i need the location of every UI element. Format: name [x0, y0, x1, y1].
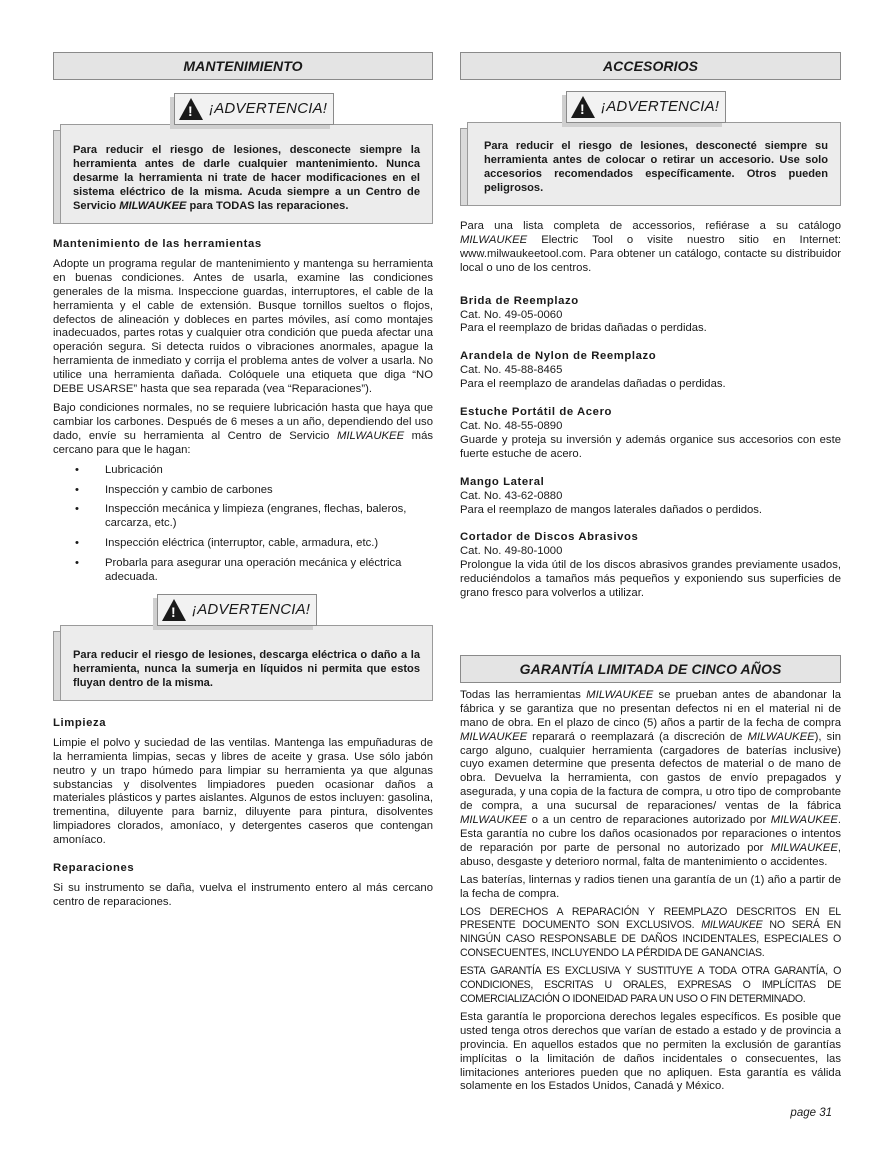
lubrication-paragraph: Bajo condiciones normales, no se requiere lubricación hasta que haya que cambiar los carbones. Después de 6 meses a un año, dependiendo del uso dado, envíe su herramienta al Centro de Servicio MILWAUKEE más cercano para que le hagan:	[53, 401, 433, 456]
list-item	[460, 531, 841, 601]
accessory-desc: Guarde y proteja su inversión y además organice sus accesorios con este fuerte estuche de acero.	[460, 433, 841, 460]
warranty-title: GARANTÍA LIMITADA DE CINCO AÑOS	[460, 655, 841, 683]
accessory-name: Cortador de Discos Abrasivos	[460, 531, 639, 544]
accessory-desc: Para el reemplazo de arandelas dañadas o perdidas.	[460, 378, 726, 391]
accessory-desc: Prolongue la vida útil de los discos abrasivos grandes previamente usados, reduciéndolos a tamaños más pequeños y exponiendo sus superficies de grano fresco para volverlos a utilizar.	[460, 559, 841, 600]
list-item	[460, 295, 841, 337]
maintenance-column	[53, 52, 433, 910]
accessory-cat: Cat. No. 43-62-0880	[460, 489, 563, 502]
warning-text: Para reducir el riesgo de lesiones, descarga eléctrica o daño a la herramienta, nunca la sumerja en líquidos ni permita que estos fluyan dentro de la misma.	[73, 648, 420, 689]
warranty-paragraph: Todas las herramientas MILWAUKEE se prueban antes de abandonar la fábrica y se garantiza que no presentan defectos ni en el material ni de mano de obra. En el plazo de cinco (5) años a partir de la fecha de compra MILWAUKEE reparará o reemplazará (a discreción de MILWAUKEE), sin cargo alguno, cualquier herramienta (cargadores de baterías inclusive) cuyo examen determine que presenta defectos de material o de mano de obra. Devuelva la herramienta, con gastos de envío prepagados y asegurada, y una copia de la factura de compra, u otro tipo de comprobante de compra, a una sucursal de reparaciones/ ventas de la fábrica MILWAUKEE o a un centro de reparaciones autorizado por MILWAUKEE. Esta garantía no cubre los daños ocasionados por reparaciones o intentos de reparación por parte de personal no autorizado por MILWAUKEE, abuso, desgaste y deterioro normal, falta de mantenimiento o accidentes.	[460, 688, 841, 868]
warning-label: ¡ADVERTENCIA!	[601, 98, 720, 115]
list-item	[460, 476, 841, 518]
warning-tag	[566, 91, 726, 123]
page-number: page 31	[790, 1107, 832, 1119]
accessory-cat: Cat. No. 48-55-0890	[460, 419, 563, 432]
accessory-name: Brida de Reemplazo	[460, 294, 579, 307]
list-item: • Inspección eléctrica (interruptor, cable, armadura, etc.)	[53, 537, 433, 551]
warning-text: Para reducir el riesgo de lesiones, desconecté siempre su herramienta antes de colocar o retirar un accesorio. Use solo accesorios recomendados específicamente. Otros pueden peligrosos.	[484, 140, 828, 194]
list-item	[460, 406, 841, 462]
accessory-cat: Cat. No. 49-05-0060	[460, 308, 563, 321]
accessory-name: Estuche Portátil de Acero	[460, 406, 613, 419]
list-item	[460, 350, 841, 392]
warning-tag	[174, 93, 334, 125]
accessory-list	[460, 295, 841, 601]
accessories-intro: Para una lista completa de accessorios, refiérase a su catálogo MILWAUKEE Electric Tool o visite nuestro sitio en Internet: www.milwaukeetool.com. Para obtener un catálogo, contacte su distribuidor local o uno de los centros.	[460, 220, 841, 274]
accessory-desc: Para el reemplazo de mangos laterales dañados o perdidos.	[460, 503, 763, 516]
accessories-warning	[460, 98, 841, 206]
warning-triangle-icon: !	[179, 98, 203, 120]
warning-tag	[157, 594, 317, 626]
accessory-desc: Para el reemplazo de bridas dañadas o perdidas.	[460, 322, 707, 335]
exclusive-warranty-paragraph: ESTA GARANTÍA ES EXCLUSIVA Y SUSTITUYE A TODA OTRA GARANTÍA, O CONDICIONES, ESCRITAS U ORALES, EXPRESAS O IMPLÍCITAS DE COMERCIALIZACIÓN O IDONEIDAD PARA UN USO O FIN DETERMINADO.	[460, 965, 841, 1005]
accessory-name: Mango Lateral	[460, 475, 545, 488]
maintenance-warning	[53, 100, 433, 224]
exclusive-rights-paragraph: LOS DERECHOS A REPARACIÓN Y REEMPLAZO DESCRITOS EN EL PRESENTE DOCUMENTO SON EXCLUSIVOS. MILWAUKEE NO SERÁ EN NINGÚN CASO RESPONSABLE DE DAÑOS INCIDENTALES, ESPECIALES O CONSECUENTES, INCLUYENDO LA PÉRDIDA DE GANANCIAS.	[460, 905, 842, 960]
accessory-cat: Cat. No. 49-80-1000	[460, 545, 563, 558]
tools-maintenance-paragraph: Adopte un programa regular de mantenimiento y mantenga su herramienta en buenas condiciones. Antes de usarla, examine las condiciones generales de la misma. Inspeccione guardas, interruptores, el cable de la herramienta y el cable de extensión. Busque tornillos sueltos o flojos, defectos de alineación y dobleces en partes móviles, así como montajes inadecuados, partes rotas y cualquier otra condición que pueda afectar una operación segura. Si detecta ruidos o vibraciones anormales, apague la herramienta de inmediato y corrija el problema antes de volver a usarla. No utilice una herramienta dañada. Colóquele una etiqueta que diga “NO DEBE USARSE” hasta que sea reparada (vea “Reparaciones”).	[53, 257, 433, 396]
accessory-cat: Cat. No. 45-88-8465	[460, 364, 563, 377]
maintenance-title: MANTENIMIENTO	[53, 52, 433, 80]
list-item: • Probarla para asegurar una operación mecánica y eléctrica adecuada.	[53, 557, 433, 585]
accessory-name: Arandela de Nylon de Reemplazo	[460, 350, 657, 363]
list-item: • Inspección mecánica y limpieza (engranes, flechas, baleros, carcarza, etc.)	[53, 503, 433, 531]
list-item: • Lubricación	[53, 464, 433, 478]
battery-warranty-paragraph: Las baterías, linternas y radios tienen una garantía de un (1) año a partir de la fecha de compra.	[460, 873, 841, 900]
warning-text: Para reducir el riesgo de lesiones, desconecte siempre la herramienta antes de darle cualquier mantenimiento. Nunca desarme la herramienta ni trate de hacer modificaciones en el sistema eléctrico de la misma. Acuda siempre a un Centro de Servicio MILWAUKEE para TODAS las reparaciones.	[73, 144, 420, 212]
tools-maintenance-heading: Mantenimiento de las herramientas	[53, 238, 262, 250]
warning-label: ¡ADVERTENCIA!	[192, 600, 311, 618]
repairs-heading: Reparaciones	[53, 862, 135, 875]
cleaning-warning	[53, 600, 433, 701]
service-list	[53, 464, 433, 585]
legal-rights-paragraph: Esta garantía le proporciona derechos legales específicos. Es posible que usted tenga otros derechos que varían de estado a estado y de provincia a provincia. En aquellos estados que no permiten la exclusión de garantías implícitas o la limitación de daños incidentales o consecuentes, las limitaciones anteriores pueden que no apliquen. Esta garantía es válida solamente en los Estados Unidos, Canadá y México.	[460, 1010, 841, 1093]
accessories-column	[460, 52, 841, 1094]
cleaning-heading: Limpieza	[53, 716, 107, 729]
accessories-title: ACCESORIOS	[460, 52, 841, 80]
warning-label: ¡ADVERTENCIA!	[209, 100, 328, 117]
warning-triangle-icon: !	[571, 96, 595, 118]
repairs-paragraph: Si su instrumento se daña, vuelva el instrumento entero al más cercano centro de reparaciones.	[53, 882, 433, 908]
list-item: • Inspección y cambio de carbones	[53, 484, 433, 498]
warning-triangle-icon: !	[162, 599, 186, 621]
cleaning-paragraph: Limpie el polvo y suciedad de las ventilas. Mantenga las empuñaduras de la herramienta limpias, secas y libres de aceite y grasa. Use sólo jabón neutro y un trapo húmedo para limpiar su herramienta ya que algunas substancias y disolventes limpiadores pueden ocasionar daños a materiales plásticos y partes aislantes. Algunos de estos incluyen: gasolina, trementina, diluyente para barniz, diluyente para pintura, disolventes limpiadores clorados, amoníaco, y detergentes caseros que contengan amoníaco.	[53, 736, 433, 847]
